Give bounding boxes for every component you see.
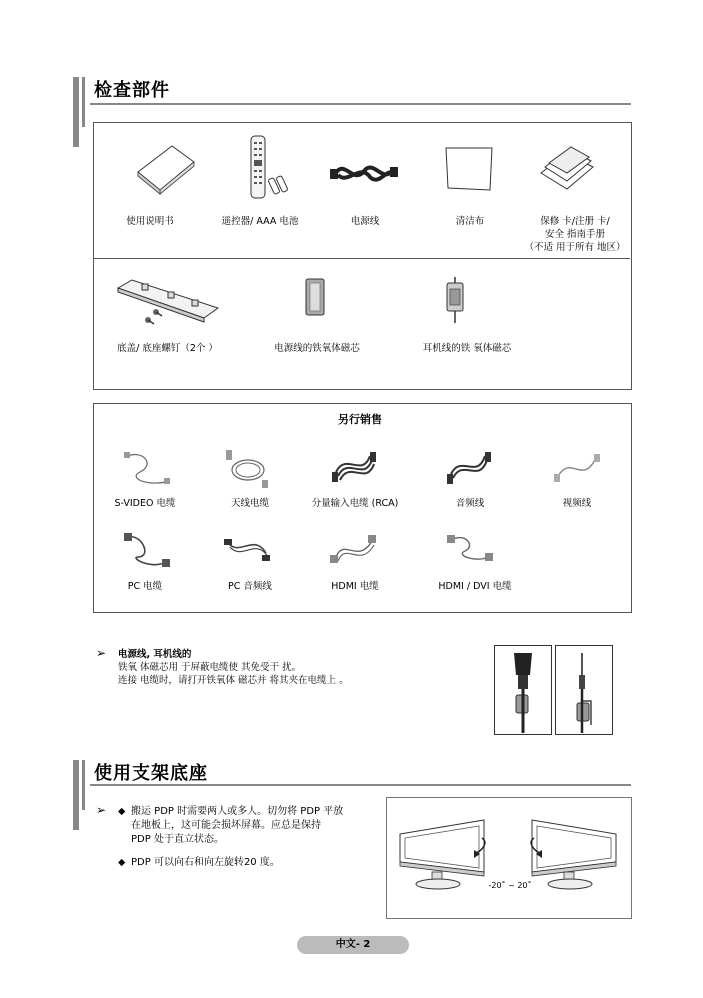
warranty-cards-icon (537, 145, 597, 195)
manual-icon (130, 142, 200, 197)
note-line2: 连接 电缆时，请打开铁氧体 磁芯并 将其夹在电缆上 。 (118, 675, 349, 686)
label-pc-cable: PC 电缆 (127, 581, 163, 592)
section2-marker-thin (82, 760, 85, 810)
label-power-cord: 电源线 (350, 216, 380, 227)
cleaning-cloth-icon (440, 144, 500, 194)
page-number: 中文- 2 (297, 936, 409, 954)
label-warranty-line2: 安全 指南手册 (544, 229, 606, 240)
video-cable-icon (552, 446, 602, 490)
label-s-video: S-VIDEO 电缆 (114, 498, 176, 509)
stand-cover-icon (112, 272, 222, 332)
pc-cable-icon (122, 527, 172, 571)
headphone-ferrite-illustration (555, 645, 613, 735)
label-remote: 遥控器/ AAA 电池 (221, 216, 299, 227)
label-warranty-line1: 保修 卡/注册 卡/ (540, 216, 610, 227)
section-title-check-parts: 检查部件 (94, 80, 170, 101)
note-heading: 电源线, 耳机线的 (118, 649, 192, 660)
hdmi-cable-icon (328, 527, 378, 571)
note-line1: 铁氧 体磁芯用 于屏蔽电缆使 其免受干 扰。 (118, 662, 302, 673)
label-antenna: 天线电缆 (230, 498, 269, 509)
bullet2-text: PDP 可以向右和向左旋转20 度。 (131, 857, 280, 868)
label-hdmi-dvi: HDMI / DVI 电缆 (438, 581, 512, 592)
ferrite-core-icon (300, 277, 330, 317)
bullet1-line2: 在地板上，这可能会损坏屏幕。应总是保持 (131, 820, 321, 831)
parts-divider (94, 258, 630, 259)
audio-cable-icon (445, 446, 495, 490)
power-cord-ferrite-illustration (494, 645, 552, 735)
section-marker-thin (82, 77, 85, 127)
s-video-cable-icon (122, 446, 172, 490)
rotation-illustration (388, 800, 628, 914)
remote-control-icon (245, 134, 295, 200)
label-ferrite-core: 电源线的铁氧体磁芯 (274, 343, 360, 354)
bullet1-marker: ◆ (118, 806, 126, 817)
label-pc-audio: PC 音频线 (228, 581, 272, 592)
section-title-stand: 使用支架底座 (94, 763, 208, 784)
antenna-cable-icon (222, 446, 272, 490)
bullet1-line3: PDP 处于直立状态。 (131, 834, 224, 845)
pc-audio-cable-icon (222, 527, 272, 571)
note-arrow: ➢ (96, 646, 107, 660)
section-marker (73, 77, 79, 147)
bullet2-marker: ◆ (118, 857, 126, 868)
headphone-ferrite-core-icon (440, 277, 470, 325)
label-stand-cover: 底盖/ 底座螺钉（2个 ） (117, 343, 218, 354)
label-hdmi: HDMI 电缆 (331, 581, 379, 592)
label-warranty-line3: （不适 用于所有 地区） (524, 242, 626, 253)
section-underline (90, 103, 631, 105)
stand-note-arrow: ➢ (96, 803, 107, 817)
hdmi-dvi-cable-icon (445, 527, 495, 571)
label-headphone-ferrite: 耳机线的铁 氧体磁芯 (422, 343, 512, 354)
bullet1-line1: 搬运 PDP 时需要两人或多人。切勿将 PDP 平放 (131, 806, 344, 817)
rotation-label: -20˚ ~ 20˚ (488, 881, 532, 890)
sold-separately-title: 另行销售 (338, 413, 382, 426)
label-component: 分量输入电缆 (RCA) (311, 498, 399, 509)
label-cleaning-cloth: 清洁布 (455, 216, 485, 227)
label-manual: 使用说明书 (126, 216, 174, 227)
power-cord-icon (330, 155, 400, 190)
label-video: 视频线 (562, 498, 592, 509)
section2-underline (90, 784, 631, 786)
label-audio: 音频线 (455, 498, 485, 509)
section2-marker (73, 760, 79, 830)
component-cable-icon (330, 446, 380, 490)
